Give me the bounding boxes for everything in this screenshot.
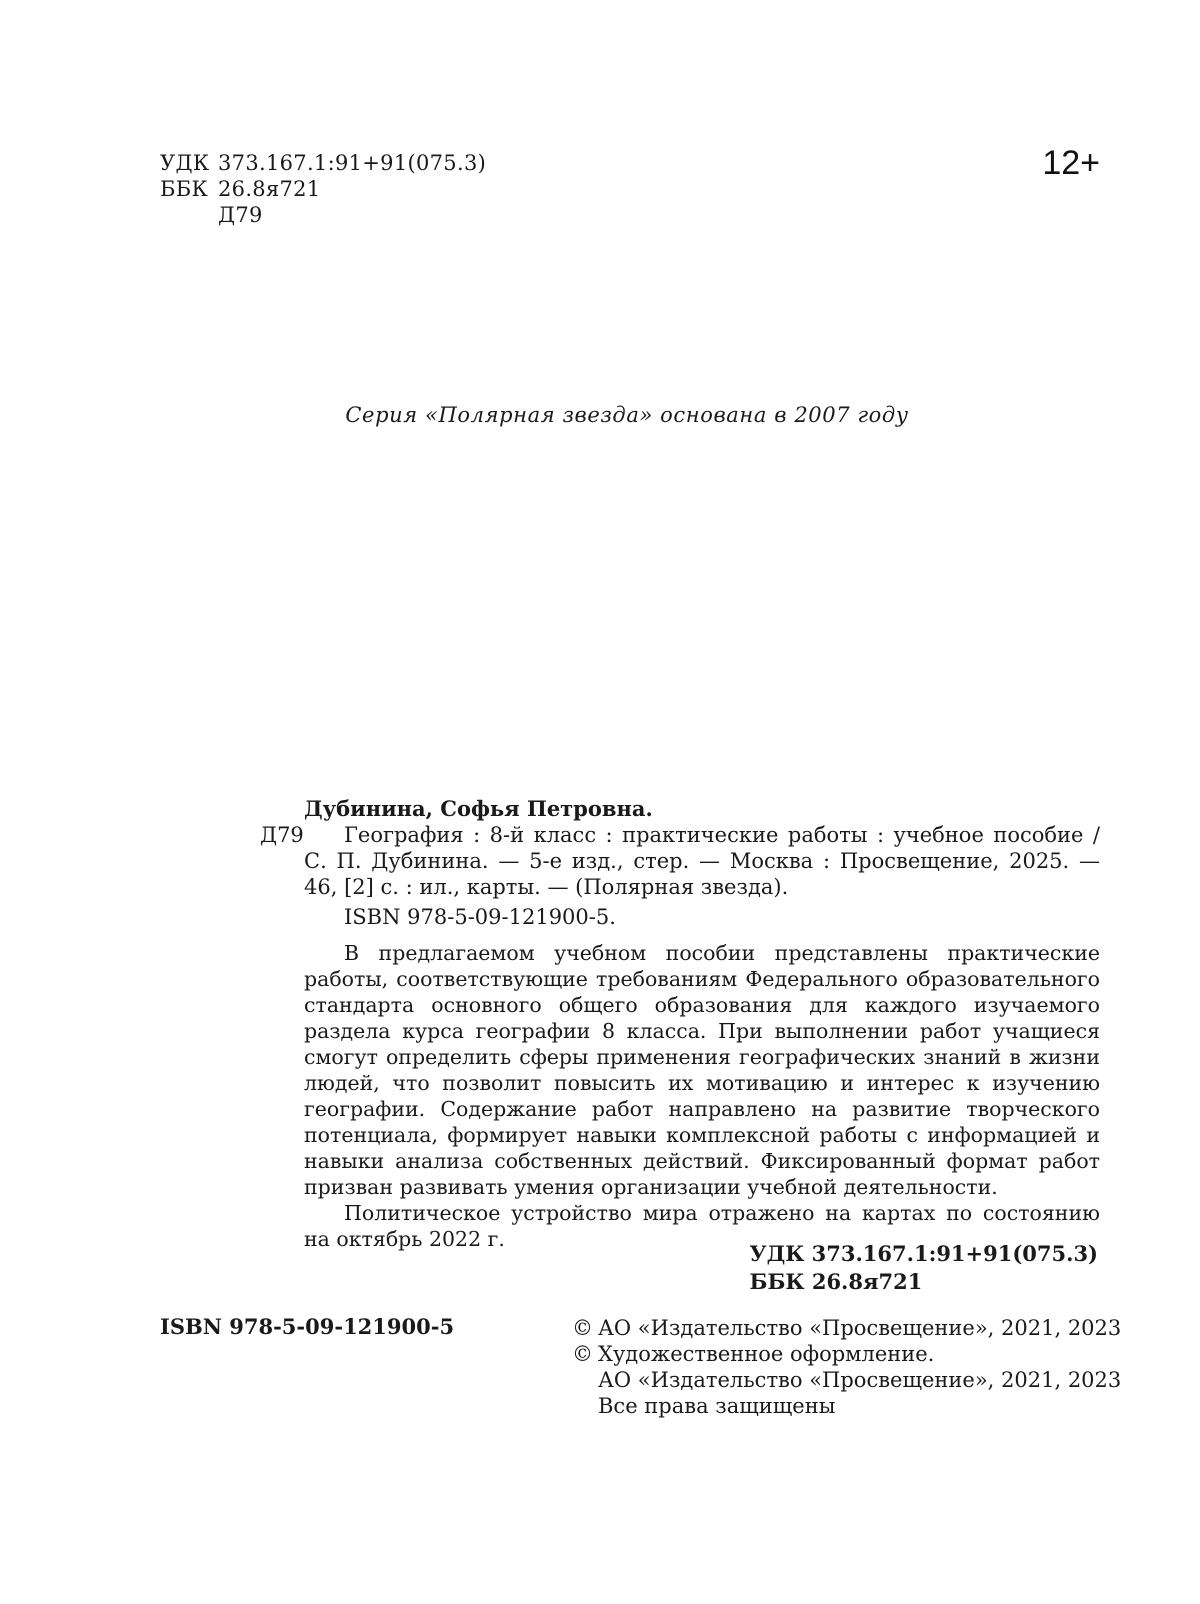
card-bbk: ББК 26.8я721 (749, 1269, 923, 1294)
abstract-paragraph: В предлагаемом учебном пособии представлены практические работы, соответствующие требованиям Федерального образовательного стандарта основного общего образования для каждого изучаемого раздела курса географии 8 класса. При выполнении работ учащиеся смогут определить сферы применения географических знаний в жизни людей, что позволит повысить их мотивацию и интерес к изучению географии. Содержание работ направлено на развитие творческого потенциала, формирует навыки комплексной работы с информацией и навыки анализа собственных действий. Фиксированный формат работ призван развивать умения организации учебной деятельности. (304, 941, 1100, 1199)
udk-row (160, 150, 486, 176)
bbk-value: 26.8я721 (218, 177, 321, 201)
series-note: Серия «Полярная звезда» основана в 2007 году (345, 403, 909, 427)
udk-label: УДК (160, 151, 210, 175)
card-abstract (304, 940, 1100, 1252)
udk-value: 373.167.1:91+91(075.3) (218, 151, 487, 175)
copyright-row (572, 1341, 1102, 1367)
catalog-card (260, 796, 1100, 1252)
copyright-text: АО «Издательство «Просвещение», 2021, 2023 (598, 1368, 1122, 1392)
classification-codes (160, 150, 486, 228)
copyright-text: Художественное оформление. (598, 1342, 935, 1366)
card-entry (260, 822, 1100, 900)
copyright-row (572, 1315, 1122, 1341)
rights-reserved: Все права защищены (598, 1394, 836, 1418)
copyright-block (572, 1315, 1122, 1419)
bbk-row (160, 176, 486, 202)
copyright-icon: © (572, 1316, 593, 1340)
copyright-text: АО «Издательство «Просвещение», 2021, 2023 (598, 1316, 1122, 1340)
card-author: Дубинина, Софья Петровна. (304, 796, 653, 821)
card-code: Д79 (260, 823, 304, 847)
abstract-paragraph: Политическое устройство мира отражено на картах по состоянию на октябрь 2022 г. (304, 1201, 1100, 1251)
bbk-label: ББК (160, 177, 209, 201)
isbn: ISBN 978-5-09-121900-5 (160, 1314, 455, 1339)
card-codes (750, 1240, 1098, 1296)
author-mark: Д79 (218, 203, 263, 227)
copyright-icon: © (572, 1342, 593, 1366)
card-description: География : 8-й класс : практические работы : учебное пособие / С. П. Дубинина. — 5-е изд., стер. — Москва : Просвещение, 2025. — 46, [2] с. : ил., карты. — (Полярная звезда). (304, 823, 1100, 899)
age-rating: 12+ (1042, 144, 1100, 182)
card-isbn: ISBN 978-5-09-121900-5. (344, 905, 616, 929)
card-udk: УДК 373.167.1:91+91(075.3) (749, 1241, 1098, 1266)
